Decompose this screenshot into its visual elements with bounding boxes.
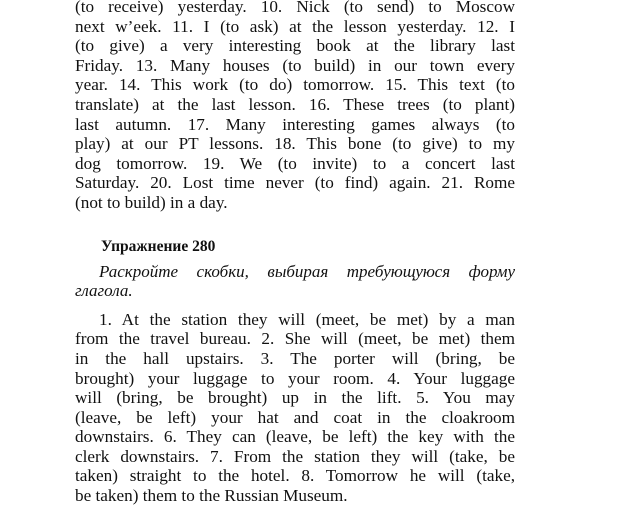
exercise-instruction <box>75 262 515 301</box>
instruction-line: Раскройте скобки, выбирая требующуюся форму <box>99 261 515 281</box>
textbook-page <box>75 0 515 506</box>
text-line: translate) at the last lesson. 16. These trees (to plant) <box>75 94 515 114</box>
text-line: 1. At the station they will (meet, be met) by a man <box>99 309 515 329</box>
text-line: (to receive) yesterday. 10. Nick (to send) to Moscow <box>75 0 515 16</box>
text-line: Saturday. 20. Lost time never (to find) again. 21. Rome <box>75 173 515 193</box>
text-line: will (bring, be brought) up in the lift. 5. You may <box>75 388 515 408</box>
text-line: taken) straight to the hotel. 8. Tomorrow he will (take, <box>75 466 515 486</box>
text-line: from the travel bureau. 2. She will (meet, be met) them <box>75 329 515 349</box>
text-line: last autumn. 17. Many interesting games always (to <box>75 114 515 134</box>
text-line: be taken) them to the Russian Museum. <box>75 486 348 506</box>
text-line: (leave, be left) your hat and coat in the cloakroom <box>75 407 515 427</box>
text-line: next w’eek. 11. I (to ask) at the lesson yesterday. 12. I <box>75 16 515 36</box>
text-line: Friday. 13. Many houses (to build) in our town every <box>75 55 515 75</box>
exercise-body-paragraph <box>75 310 515 506</box>
exercise-heading: Упражнение 280 <box>101 237 216 255</box>
text-line: downstairs. 6. They can (leave, be left) the key with the <box>75 427 515 447</box>
text-line: clerk downstairs. 7. From the station they will (take, be <box>75 446 515 466</box>
text-line: brought) your luggage to your room. 4. Your luggage <box>75 368 515 388</box>
text-line: play) at our PT lessons. 18. This bone (to give) to my <box>75 134 515 154</box>
text-line: in the hall upstairs. 3. The porter will (bring, be <box>75 348 515 368</box>
text-line: dog tomorrow. 19. We (to invite) to a concert last <box>75 153 515 173</box>
text-line: year. 14. This work (to do) tomorrow. 15. This text (to <box>75 75 515 95</box>
text-line: (not to build) in a day. <box>75 192 228 212</box>
previous-exercise-paragraph <box>75 0 515 213</box>
instruction-line: глагола. <box>75 281 133 301</box>
text-line: (to give) a very interesting book at the library last <box>75 36 515 56</box>
